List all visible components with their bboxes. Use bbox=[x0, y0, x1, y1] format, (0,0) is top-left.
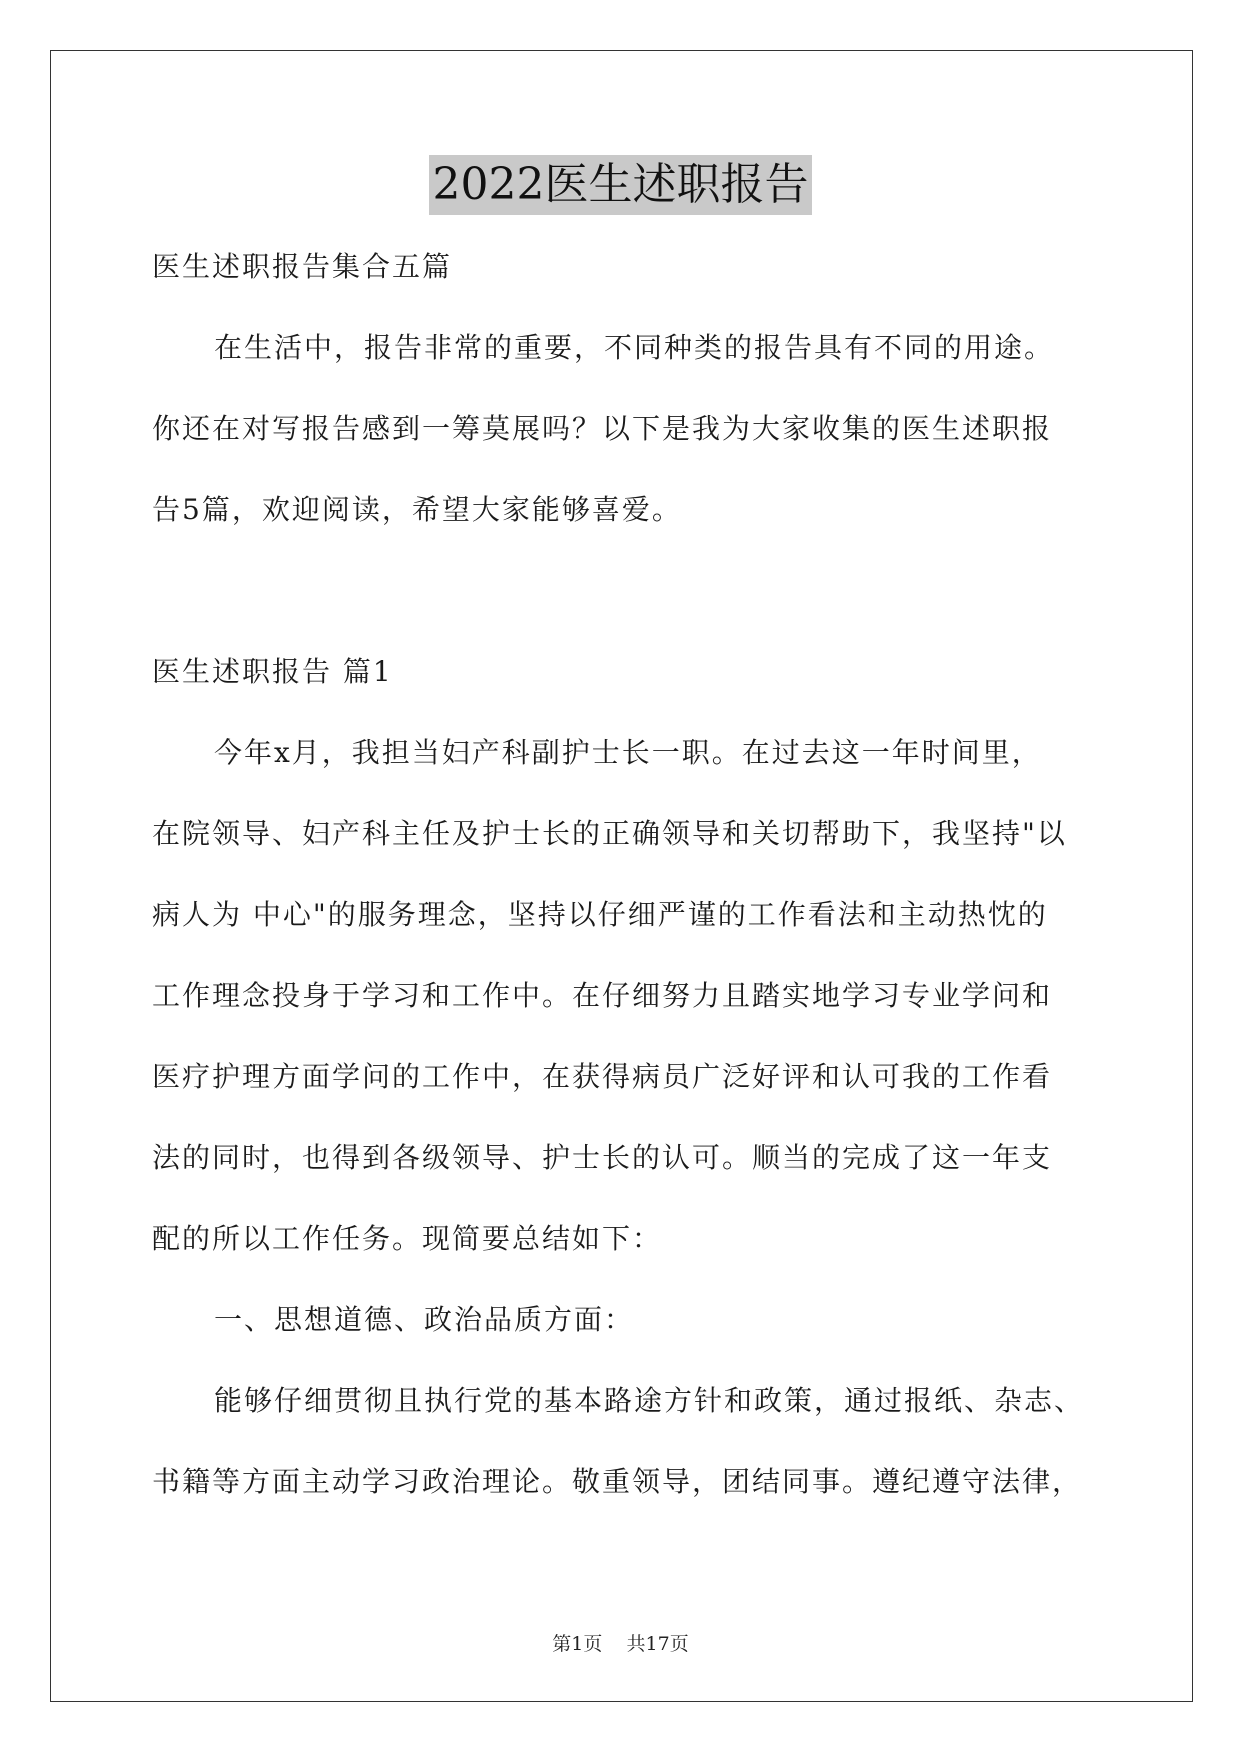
subsection-heading: 一、思想道德、政治品质方面： bbox=[214, 1303, 635, 1336]
paragraph-line: 法的同时，也得到各级领导、护士长的认可。顺当的完成了这一年支 bbox=[152, 1141, 1053, 1174]
paragraph-line: 能够仔细贯彻且执行党的基本路途方针和政策，通过报纸、杂志、 bbox=[214, 1384, 1085, 1417]
section-heading: 医生述职报告 篇1 bbox=[152, 655, 393, 688]
page-number-label: 第1页 共17页 bbox=[552, 1633, 689, 1655]
paragraph-line: 告5篇，欢迎阅读，希望大家能够喜爱。 bbox=[152, 493, 682, 526]
subtitle-line: 医生述职报告集合五篇 bbox=[152, 250, 453, 283]
paragraph-line: 书籍等方面主动学习政治理论。敬重领导，团结同事。遵纪遵守法律， bbox=[152, 1465, 1083, 1498]
paragraph-line: 在院领导、妇产科主任及护士长的正确领导和关切帮助下，我坚持"以 bbox=[152, 817, 1067, 850]
document-body bbox=[152, 226, 1092, 1522]
document-title: 2022医生述职报告 bbox=[429, 155, 813, 215]
page-footer bbox=[0, 1629, 1241, 1656]
paragraph-line: 你还在对写报告感到一筹莫展吗？以下是我为大家收集的医生述职报 bbox=[152, 412, 1053, 445]
paragraph-line: 配的所以工作任务。现简要总结如下： bbox=[152, 1222, 663, 1255]
paragraph-line: 在生活中，报告非常的重要，不同种类的报告具有不同的用途。 bbox=[214, 331, 1055, 364]
paragraph-line: 今年x月，我担当妇产科副护士长一职。在过去这一年时间里， bbox=[214, 736, 1042, 769]
paragraph-line: 工作理念投身于学习和工作中。在仔细努力且踏实地学习专业学问和 bbox=[152, 979, 1053, 1012]
title-container bbox=[0, 155, 1241, 215]
paragraph-line: 医疗护理方面学问的工作中，在获得病员广泛好评和认可我的工作看 bbox=[152, 1060, 1053, 1093]
blank-gap bbox=[152, 550, 1092, 631]
paragraph-line: 病人为 中心"的服务理念，坚持以仔细严谨的工作看法和主动热忱的 bbox=[152, 898, 1048, 931]
